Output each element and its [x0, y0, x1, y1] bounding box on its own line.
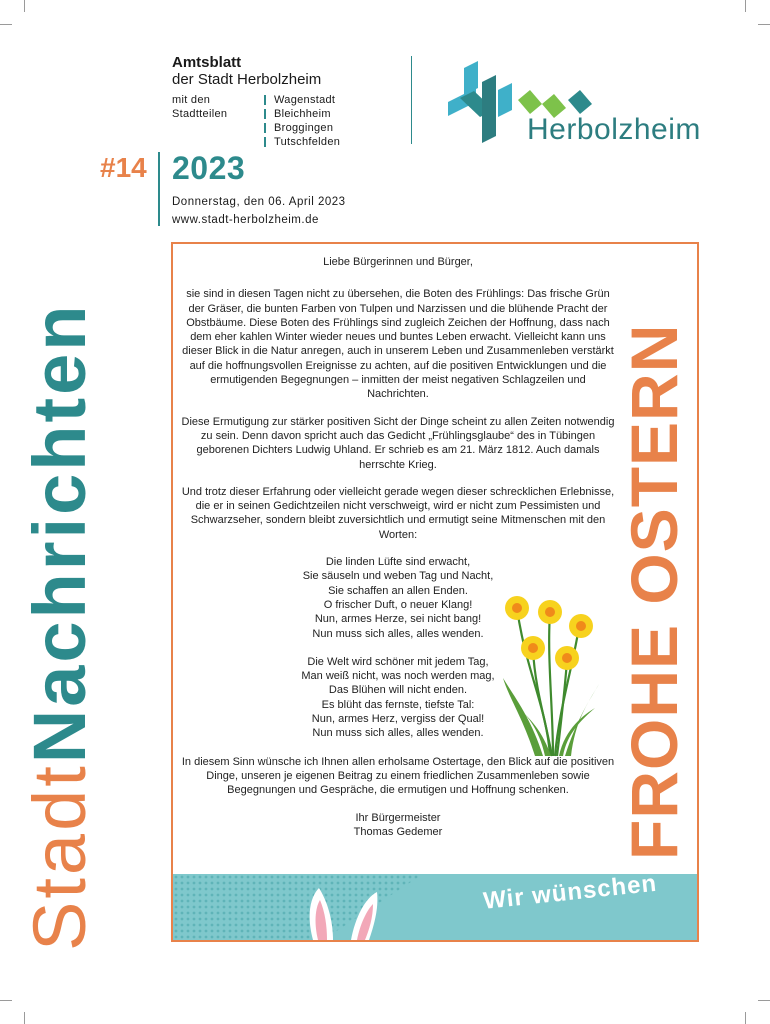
crop-mark	[745, 0, 746, 12]
brand-title	[15, 303, 105, 951]
issue-divider	[158, 152, 160, 226]
poem-line: O frischer Duft, o neuer Klang!	[323, 598, 473, 611]
crop-mark	[24, 1012, 25, 1024]
crop-mark	[0, 1000, 12, 1001]
logo-text: Herbolzheim	[527, 113, 701, 146]
masthead-subtitle: der Stadt Herbolzheim	[172, 71, 322, 88]
issue-date: Donnerstag, den 06. April 2023	[172, 196, 346, 208]
districts-list	[262, 93, 340, 149]
district-item: Broggingen	[262, 121, 340, 135]
poem-line: Man weiß nicht, was noch werden mag,	[301, 670, 495, 683]
letter-closing: In diesem Sinn wünsche ich Ihnen allen erholsame Ostertage, den Blick auf die positiven Dinge, unseren je eigenen Beitrag zu einem friedlichen Zusammenleben sowie Begegnungen und Gespräche, die ermutigen und Hoffnung schenken.	[181, 755, 615, 797]
district-item: Tutschfelden	[262, 135, 340, 149]
districts-label: mit den Stadtteilen	[172, 94, 228, 120]
issue-year: 2023	[172, 150, 246, 186]
letter-paragraph: Diese Ermutigung zur stärker positiven Sicht der Dinge scheint zu allen Zeiten notwendig zu sein. Denn davon spricht auch das Gedicht „Frühlingsglaube“ des in Tübingen geborenen Dichters Ludwig Uhland. Er schrieb es am 21. März 1812. Auch damals herrschte Krieg.	[181, 415, 615, 471]
poem-line: Die linden Lüfte sind erwacht,	[325, 556, 471, 569]
issue-number: #14	[100, 152, 147, 183]
letter-greeting: Liebe Bürgerinnen und Bürger,	[323, 256, 473, 268]
crop-mark	[758, 1000, 770, 1001]
poem-line: Nun, armes Herze, sei nicht bang!	[314, 613, 482, 626]
poem-line: Die Welt wird schöner mit jedem Tag,	[307, 655, 489, 668]
signature-role: Ihr Bürgermeister	[355, 811, 441, 824]
poem-line: Es blüht das fernste, tiefste Tal:	[321, 698, 475, 711]
header-divider	[411, 56, 412, 144]
letter-paragraph: Und trotz dieser Erfahrung oder vielleicht gerade wegen dieser schrecklichen Erlebnisse, die er in seinen Gedichtzeilen nicht verschweigt, wird er nicht zum Pessimisten und Schwarzseher, sondern bleibt zuversichtlich und ermutigt seine Mitmenschen mit den Worten:	[181, 485, 615, 541]
banner-text: Wir wünschen	[482, 869, 659, 915]
district-item: Bleichheim	[262, 107, 340, 121]
crop-mark	[745, 1012, 746, 1024]
letter-paragraph: sie sind in diesen Tagen nicht zu übersehen, die Boten des Frühlings: Das frische Grün der Gräser, die bunten Farben von Tulpen und Narzissen und die blühende Pracht der Obstbäume. Diese Boten des Frühlings sind zugleich Zeichen der Hoffnung, dass nach dem eher kahlen Winter wieder neues und buntes Leben erwacht. Vielleicht kann uns dieser Blick in die Natur anregen, auch in unserem Leben und Zusammenleben verstärkt auf die hoffnungsvollen Ereignisse zu achten, auf die positiven Entwicklungen und die ermutigenden Begegnungen – inmitten der meist negativen Schlagzeilen und Nachrichten.	[182, 288, 614, 401]
crop-mark	[758, 24, 770, 25]
poem-line: Sie schaffen an allen Enden.	[328, 584, 468, 597]
crop-mark	[24, 0, 25, 12]
poem-line: Das Blühen will nicht enden.	[328, 684, 468, 697]
masthead	[172, 54, 321, 88]
district-item: Wagenstadt	[262, 93, 340, 107]
brand-part-stadt: Stadt	[18, 763, 101, 951]
poem-line: Nun muss sich alles, alles wenden.	[312, 627, 484, 640]
signature-name: Thomas Gedemer	[353, 825, 443, 838]
easter-headline: FROHE OSTERN	[617, 323, 691, 860]
poem-line: Nun, armes Herz, vergiss der Qual!	[311, 713, 485, 726]
poem-line: Nun muss sich alles, alles wenden.	[312, 727, 484, 740]
brand-part-nachrichten: Nachrichten	[18, 302, 101, 764]
masthead-title: Amtsblatt	[172, 54, 242, 71]
poem-line: Sie säuseln und weben Tag und Nacht,	[302, 570, 494, 583]
signature	[178, 811, 618, 840]
daffodil-illustration-icon	[495, 588, 605, 758]
website-link[interactable]: www.stadt-herbolzheim.de	[172, 214, 319, 226]
crop-mark	[0, 24, 12, 25]
